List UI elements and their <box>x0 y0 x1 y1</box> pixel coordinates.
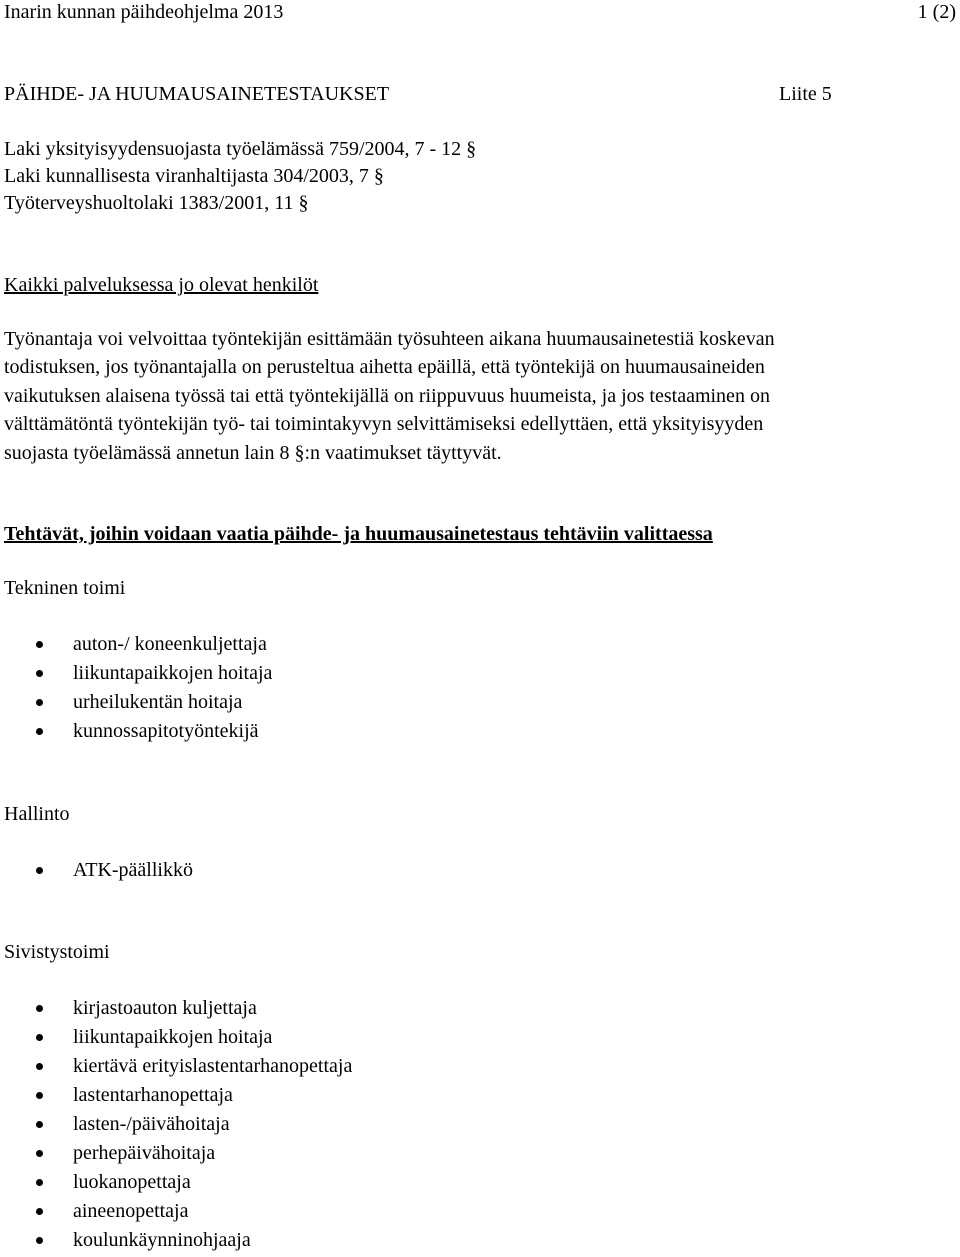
bullet-icon <box>36 699 43 706</box>
bullet-icon <box>36 728 43 735</box>
list-item: perhepäivähoitaja <box>73 1142 216 1164</box>
bullet-icon <box>36 1237 43 1244</box>
list-item: lastentarhanopettaja <box>73 1084 233 1106</box>
bullet-icon <box>36 1179 43 1186</box>
group-title: Sivistystoimi <box>4 941 110 963</box>
list-item: liikuntapaikkojen hoitaja <box>73 1026 273 1048</box>
paragraph-line: Työnantaja voi velvoittaa työntekijän esittämään työsuhteen aikana huumausainetestiä koskevan <box>4 328 775 350</box>
bullet-icon <box>36 641 43 648</box>
bullet-icon <box>36 867 43 874</box>
paragraph-line: välttämätöntä työntekijän työ- tai toimintakyvyn selvittämiseksi edellyttäen, että yksityisyyden <box>4 413 764 435</box>
paragraph-line: vaikutuksen alaisena työssä tai että työntekijällä on riippuvuus huumeista, ja jos testaaminen on <box>4 385 770 407</box>
list-item: koulunkäynninohjaaja <box>73 1229 251 1251</box>
bullet-icon <box>36 1063 43 1070</box>
list-item: liikuntapaikkojen hoitaja <box>73 662 273 684</box>
paragraph-line: suojasta työelämässä annetun lain 8 §:n vaatimukset täyttyvät. <box>4 442 502 464</box>
law-reference: Laki yksityisyydensuojasta työelämässä 759/2004, 7 - 12 § <box>4 138 477 160</box>
bullet-icon <box>36 1150 43 1157</box>
list-item: kirjastoauton kuljettaja <box>73 997 257 1019</box>
law-reference: Työterveyshuoltolaki 1383/2001, 11 § <box>4 192 309 214</box>
list-item: ATK-päällikkö <box>73 859 193 881</box>
bullet-icon <box>36 1208 43 1215</box>
list-item: luokanopettaja <box>73 1171 191 1193</box>
bullet-icon <box>36 1092 43 1099</box>
list-item: aineenopettaja <box>73 1200 189 1222</box>
list-item: kiertävä erityislastentarhanopettaja <box>73 1055 353 1077</box>
law-reference: Laki kunnallisesta viranhaltijasta 304/2003, 7 § <box>4 165 384 187</box>
paragraph-line: todistuksen, jos työnantajalla on perusteltua aihetta epäillä, että työntekijä on huumausaineiden <box>4 356 765 378</box>
document-title: PÄIHDE- JA HUUMAUSAINETESTAUKSET <box>4 83 390 105</box>
group-title: Hallinto <box>4 803 70 825</box>
header-title: Inarin kunnan päihdeohjelma 2013 <box>4 1 284 23</box>
bullet-icon <box>36 1121 43 1128</box>
list-item: auton-/ koneenkuljettaja <box>73 633 267 655</box>
section-heading: Tehtävät, joihin voidaan vaatia päihde- ja huumausainetestaus tehtäviin valittaessa <box>4 523 713 545</box>
group-title: Tekninen toimi <box>4 577 126 599</box>
appendix-label: Liite 5 <box>779 83 832 105</box>
bullet-icon <box>36 1005 43 1012</box>
bullet-icon <box>36 670 43 677</box>
list-item: kunnossapitotyöntekijä <box>73 720 259 742</box>
list-item: lasten-/päivähoitaja <box>73 1113 230 1135</box>
list-item: urheilukentän hoitaja <box>73 691 243 713</box>
bullet-icon <box>36 1034 43 1041</box>
section-heading: Kaikki palveluksessa jo olevat henkilöt <box>4 274 319 296</box>
page-number: 1 (2) <box>917 1 956 23</box>
